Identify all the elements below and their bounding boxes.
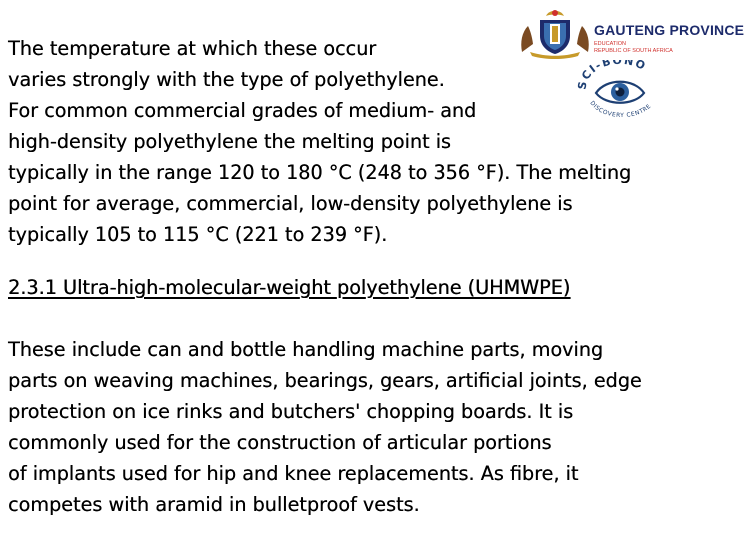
gauteng-province-name: GAUTENG PROVINCE bbox=[594, 22, 744, 38]
paragraph-line: typically in the range 120 to 180 °C (248 to 356 °F). The melting bbox=[8, 161, 632, 184]
paragraph-line: For common commercial grades of medium- and bbox=[8, 99, 477, 122]
paragraph-line: commonly used for the construction of articular portions bbox=[8, 431, 552, 454]
paragraph-line: high-density polyethylene the melting point is bbox=[8, 130, 451, 153]
paragraph-line: point for average, commercial, low-density polyethylene is bbox=[8, 192, 573, 215]
section-heading: 2.3.1 Ultra-high-molecular-weight polyethylene (UHMWPE) bbox=[8, 276, 571, 299]
paragraph-line: parts on weaving machines, bearings, gears, artificial joints, edge bbox=[8, 369, 642, 392]
melting-point-paragraph bbox=[8, 33, 631, 250]
paragraph-line: of implants used for hip and knee replacements. As fibre, it bbox=[8, 462, 579, 485]
paragraph-line: competes with aramid in bulletproof vests. bbox=[8, 493, 420, 516]
gauteng-department-label: EDUCATION bbox=[594, 41, 626, 47]
paragraph-line: The temperature at which these occur bbox=[8, 37, 377, 60]
paragraph-line: varies strongly with the type of polyethylene. bbox=[8, 68, 445, 91]
gauteng-country-label: REPUBLIC OF SOUTH AFRICA bbox=[594, 48, 673, 54]
sci-bono-tagline: DISCOVERY CENTRE bbox=[588, 100, 653, 120]
sci-bono-arc-text: SCI-BONO bbox=[575, 60, 649, 91]
paragraph-line: protection on ice rinks and butchers' chopping boards. It is bbox=[8, 400, 574, 423]
paragraph-line: typically 105 to 115 °C (221 to 239 °F). bbox=[8, 223, 388, 246]
paragraph-line: These include can and bottle handling machine parts, moving bbox=[8, 338, 604, 361]
uhmwpe-uses-paragraph bbox=[8, 334, 642, 520]
